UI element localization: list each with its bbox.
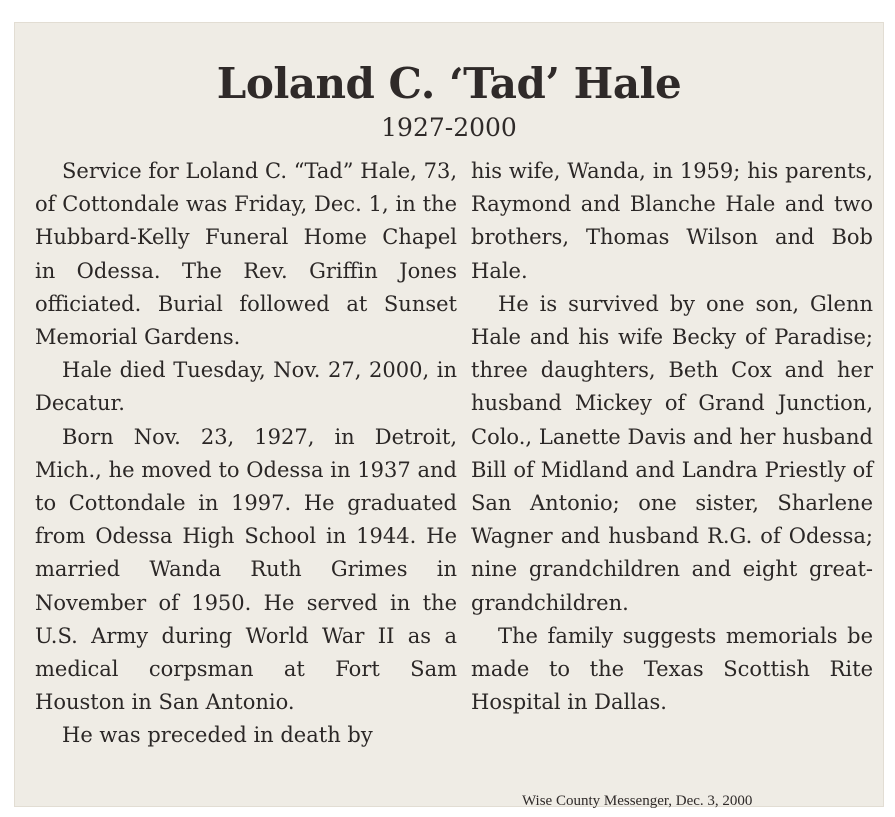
paragraph-memorials: The family suggests memorials be made to the Texas Scottish Rite Hospital in Dallas.: [471, 623, 873, 715]
paragraph-biography: Born Nov. 23, 1927, in Detroit, Mich., he moved to Odessa in 1937 and to Cottondale in 1997. He graduated from Odessa High School in 1944. He married Wanda Ruth Grimes in November of 1950. He served in the U.S. Army during World War II as a medical corpsman at Fort Sam Houston in San Antonio.: [35, 424, 457, 715]
paragraph-survivors: He is survived by one son, Glenn Hale and his wife Becky of Paradise; three daughters, Beth Cox and her husband Mickey of Grand Junction, Colo., Lanette Davis and her husband Bill of Midland and Landra Priestly of San Antonio; one sister, Sharlene Wagner and husband R.G. of Odessa; nine grandchildren and eight great-grandchildren.: [471, 291, 873, 615]
right-column: [471, 155, 873, 719]
life-dates: 1927-2000: [381, 113, 517, 142]
paragraph-preceded-continued: his wife, Wanda, in 1959; his parents, Raymond and Blanche Hale and two brothers, Thomas Wilson and Bob Hale.: [471, 159, 873, 283]
paragraph-preceded-start: He was preceded in death by: [62, 723, 373, 748]
obituary-title: Loland C. ‘Tad’ Hale: [216, 59, 682, 108]
paragraph-service: Service for Loland C. “Tad” Hale, 73, of Cottondale was Friday, Dec. 1, in the Hubbard-Kelly Funeral Home Chapel in Odessa. The Rev. Griffin Jones officiated. Burial followed at Sunset Memorial Gardens.: [35, 159, 457, 350]
left-column: [35, 155, 457, 753]
paragraph-death: Hale died Tuesday, Nov. 27, 2000, in Decatur.: [35, 358, 457, 416]
newspaper-clipping: [14, 22, 884, 807]
source-credit: Wise County Messenger, Dec. 3, 2000: [522, 793, 753, 809]
